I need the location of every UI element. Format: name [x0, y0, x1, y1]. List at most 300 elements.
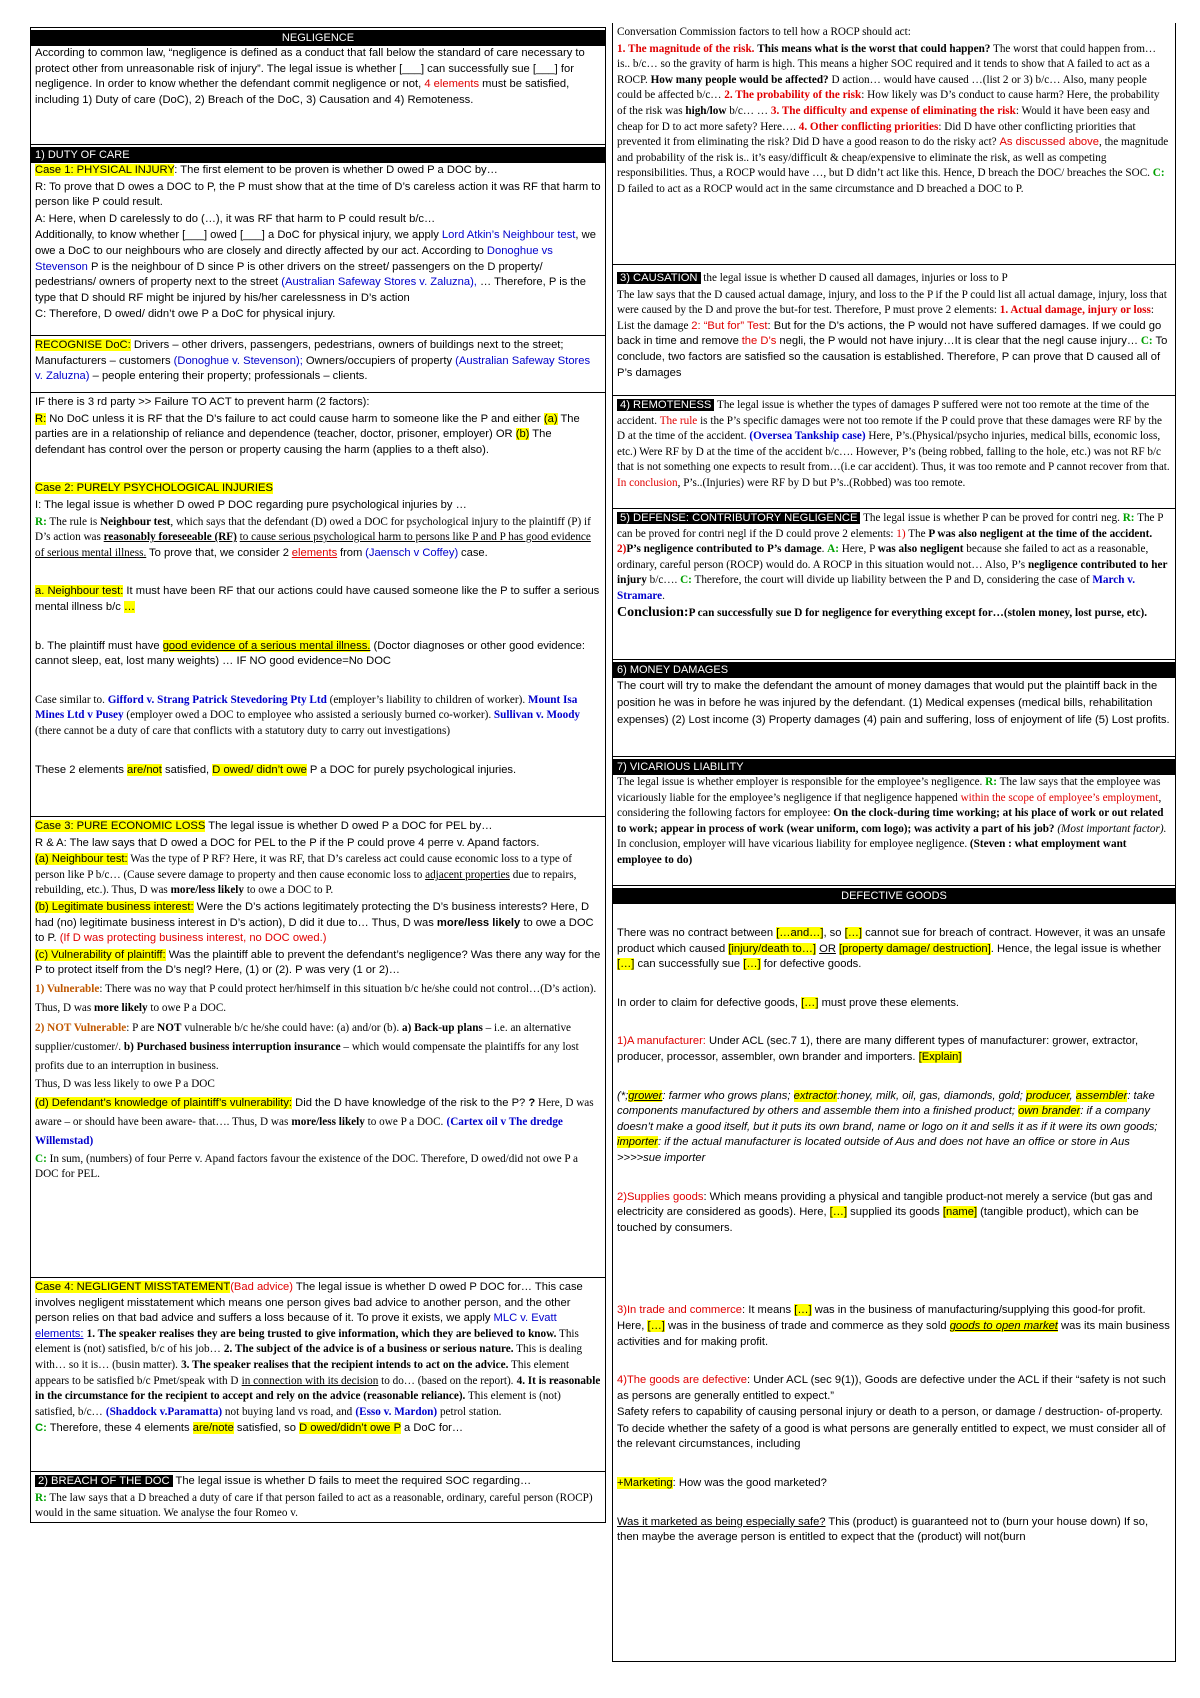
- causation-section: [612, 264, 1176, 396]
- label: (a): [543, 412, 558, 425]
- label: (b): [515, 428, 530, 441]
- text: Owners/occupiers of property: [302, 354, 453, 367]
- case-ref: Donoghue vs Stevenson: [35, 244, 553, 273]
- case-ref: Mount Isa Mines Ltd v Pusey: [35, 693, 578, 722]
- text: , the magnitude and probability of the risk is.. it’s easy/difficult & cheap/expensive to eliminate the risk, as well as competing responsibilities. Thus, a ROCP would have …, but D didn’t act like this. Hence, D breach the DOC/ breaches the SOC.: [617, 136, 1169, 180]
- case3-heading: [35, 819, 601, 835]
- case1-additional: [35, 228, 601, 306]
- dg-defective: [617, 1373, 1171, 1404]
- text: […]: [844, 927, 863, 939]
- factors-section: [612, 23, 1176, 265]
- text: Therefore, the court will divide up liability between the P and D, considering the case of: [691, 574, 1090, 587]
- text: […]: [794, 1304, 812, 1317]
- breach-heading: [35, 1474, 601, 1490]
- text: importer: [617, 1136, 659, 1149]
- text: :honey, milk, oil, gas, diamonds, gold;: [837, 1089, 1023, 1102]
- case2-rule: R: The rule is Neighbour test, which says that the defendant (D) owed a DOC for psychological injury to the plaintiff (P) if D’s action was reasonably foreseeable (RF) to cause serious psychological harm to persons like P and P has good evidence of serious mental illness. To prove that, we consider 2 elements from (Jaensch v Coffey) case.: [35, 515, 591, 559]
- case-ref: Lord Atkin’s Neighbour test: [441, 229, 576, 242]
- spacer: [35, 671, 601, 693]
- left-column: [30, 28, 606, 1523]
- text: In order to claim for defective goods,: [617, 996, 798, 1009]
- text: The: [905, 527, 926, 540]
- case3-rule: R & A: The law says that D owed a DOC for PEL to the P if the P could prove 4 perre v. Apand factors.: [35, 836, 540, 849]
- text: The legal issue is whether employer is responsible for the employee’s negligence.: [617, 776, 983, 788]
- text: good evidence of a serious mental illness.: [162, 639, 371, 652]
- case3-c: [35, 948, 601, 979]
- text: b. The plaintiff must have: [35, 639, 160, 652]
- text: The legal issue is whether the types of damages P suffered were not too remote at the time of the accident.: [617, 399, 1150, 427]
- text: The rule is: [49, 515, 98, 528]
- text: There was no contract between: [617, 927, 774, 939]
- text: This element appears to be satisfied b/c Pmet/speak with D: [35, 1358, 570, 1387]
- text: more/less likely: [291, 1115, 365, 1128]
- dg-manufacturer: [617, 1034, 1171, 1065]
- label: 1) Vulnerable: [35, 982, 100, 995]
- text: (there cannot be a duty of care that conflicts with a statutory duty to carry out investigations): [35, 724, 451, 737]
- text: (tangible product), which can be touched by consumers.: [617, 1206, 1139, 1234]
- third-party-rule: [35, 412, 601, 459]
- text: NOT: [157, 1021, 182, 1034]
- case4-label: Case 4: NEGLIGENT MISSTATEMENT: [35, 1281, 231, 1293]
- case2-heading: [35, 481, 601, 497]
- text: : if a company doesn’t make a good itself, but it puts its own brand, name or logo on it and sells it as if it were its own goods;: [617, 1105, 1158, 1133]
- case-ref: Gifford v. Strang Patrick Stevedoring Pty Ltd: [107, 693, 327, 706]
- text: to owe a DOC to P.: [35, 916, 594, 945]
- spacer: [617, 1454, 1171, 1476]
- dg-marketing: [617, 1476, 1171, 1492]
- case1-rule: R: To prove that D owes a DOC to P, the P must show that at the time of D’s careless action it was RF that harm to person like P could result.: [35, 180, 601, 209]
- label: (d) Defendant’s knowledge of plaintiff’s vulnerability:: [35, 1096, 293, 1109]
- text: This element is (not) satisfied, b/c of his job…: [35, 1327, 579, 1356]
- case3-a: [35, 852, 601, 899]
- contributory-negligence-section: [612, 508, 1176, 660]
- text: elements:: [35, 1327, 84, 1340]
- recognise-label: RECOGNISE DoC:: [35, 339, 131, 351]
- text: : P are: [126, 1021, 155, 1034]
- text: […and…]: [776, 927, 824, 939]
- text: The worst that could happen from… is.. b/c… so the gravity of harm is high. This means a higher SOC required and it tends to show that A failed to act as a ROCP.: [617, 42, 1157, 86]
- text: own brander: [1018, 1105, 1081, 1118]
- label: C:: [1152, 167, 1165, 180]
- text: […]: [829, 1206, 848, 1219]
- vicarious-liability-section: [612, 756, 1176, 886]
- text: are/not: [127, 763, 162, 776]
- case3-label: Case 3: PURE ECONOMIC LOSS: [35, 820, 206, 832]
- case3-b: [35, 900, 601, 947]
- text: The legal issue is whether D owed P DOC for… This case involves negligent misstatement which means one person gives bad advice to another person, and the other person relies on that bad advice and suffers a loss because of it. To prove it exists, we apply: [35, 1281, 583, 1325]
- intro-elements: 4 elements: [424, 78, 480, 91]
- text: case.: [461, 546, 488, 559]
- text: supplied its goods: [847, 1206, 940, 1219]
- text: P a DOC for purely psychological injuries.: [306, 763, 517, 776]
- text: This (product) is guaranteed not to (burn your house down) If so, then maybe the average person is entitled to expect that the (product) will not(burn: [617, 1515, 1149, 1544]
- remoteness-section: [612, 395, 1176, 509]
- label: C:: [1140, 335, 1153, 348]
- text: : Which means providing a physical and tangible product-not merely a service (but gas and electricity are considered as goods). Here,: [617, 1190, 1153, 1219]
- defective-goods-section: [612, 885, 1176, 1662]
- case3-conclusion: [35, 1152, 601, 1183]
- text: elements: [291, 546, 338, 559]
- right-column: [612, 24, 1176, 1662]
- case1-issue: : The first element to be proven is whether D owed P a DOC by…: [174, 164, 498, 176]
- text: (employer’s liability to children of worker).: [329, 693, 526, 706]
- text: Under ACL (sec.7 1), there are many different types of manufacturer: grower, extractor, producer, processor, assembler, own brander and importers.: [617, 1035, 1139, 1063]
- intro-text-2: must be satisfied, including 1) Duty of care (DoC), 2) Breach of the DoC, 3) Causation and 4) Remoteness.: [35, 78, 570, 106]
- text: , so: [823, 927, 842, 939]
- dg-marketing-2: [617, 1515, 1171, 1546]
- text: This is dealing with… so it is… (busin matter).: [35, 1343, 583, 1371]
- text: in connection with its decision: [241, 1374, 379, 1387]
- text: In sum, (numbers) of four Perre v. Apand factors favour the existence of the DOC. Therefore, D owed/did not owe P a DOC for PEL.: [35, 1152, 578, 1181]
- text: The law says that the D caused actual damage, injury, and loss to the P if the P could list all actual damage, injury, loss that were caused by the D and prove the but-for test. Therefore, P must prove 2 elements:: [617, 288, 1167, 317]
- label: R:: [35, 412, 47, 425]
- text: (Bad advice): [230, 1281, 294, 1293]
- text: , P’s..(Injuries) were RF by D but P’s..(Robbed) was too remote.: [677, 476, 966, 489]
- text: Drivers – other drivers, passengers, pedestrians, owners of buildings next to the street; Manufacturers – customers: [35, 339, 564, 367]
- text: [injury/death to…]: [728, 942, 817, 955]
- text: was in the business of manufacturing/supplying this good-for profit. Here,: [617, 1304, 1146, 1332]
- text: (Most important factor).: [1057, 822, 1167, 835]
- text: : Would it have been easy and cheap for D to act more safety? Here….: [617, 104, 1150, 133]
- cn-label: 5) DEFENSE: CONTRIBUTORY NEGLIGENCE: [617, 512, 860, 524]
- text: must prove these elements.: [818, 996, 960, 1009]
- text: The rule: [659, 414, 698, 427]
- case-ref: (Shaddock v.Paramatta): [105, 1405, 223, 1418]
- text: 3. The speaker realises that the recipient intends to act on the advice.: [181, 1358, 509, 1371]
- text: ,: [1069, 1089, 1073, 1102]
- case-ref: (Cartex oil v The dredge Willemstad): [35, 1115, 563, 1147]
- text: [name]: [942, 1206, 978, 1219]
- text: – which would compensate the plaintiffs for any lost profits due to an interruption in business.: [35, 1040, 579, 1072]
- breach-label: 2) BREACH OF THE DOC: [35, 1475, 173, 1487]
- text: from: [339, 546, 363, 559]
- text: D action… would have caused …(list 2 or 3) b/c… Also, many people could be affected b/c…: [617, 73, 1147, 102]
- text: OR: [819, 942, 836, 955]
- text: (If D was protecting business interest, no DOC owed.): [59, 932, 327, 945]
- text: How many people would be affected?: [650, 73, 829, 86]
- label: R:: [35, 1491, 47, 1504]
- neighbour-test: [35, 584, 601, 615]
- text: : There was no way that P could protect her/himself in this situation b/c he/she could not control…(D’s action). Thus, D was: [35, 982, 597, 1014]
- label: 1)A manufacturer:: [617, 1035, 706, 1048]
- spacer: [617, 974, 1171, 996]
- case4-conclusion: [35, 1421, 601, 1437]
- text: the D’s: [741, 335, 777, 348]
- label: a. Neighbour test:: [35, 585, 124, 598]
- text: […]: [647, 1319, 665, 1332]
- label: (b) Legitimate business interest:: [35, 900, 194, 913]
- case-ref: (Esso v. Mardon): [355, 1405, 438, 1418]
- text: 1. Actual damage, injury or loss: [999, 304, 1151, 317]
- text: a) Back-up plans: [401, 1021, 483, 1034]
- text: Additionally, to know whether [___] owed [___] a DoC for physical injury, we apply: [35, 229, 439, 242]
- conclusion-line: [617, 605, 1171, 622]
- text: To prove that, we consider 2: [149, 546, 289, 559]
- text: (employer owed a DOC to employee who assisted a seriously burned co-worker).: [126, 709, 492, 722]
- money-damages-title: 6) MONEY DAMAGES: [613, 662, 1175, 678]
- label: 2) NOT Vulnerable: [35, 1021, 127, 1034]
- text: In conclusion, employer will have vicarious liability for employee negligence.: [617, 838, 968, 851]
- spacer: [617, 1237, 1171, 1259]
- recognise-doc-section: [30, 335, 606, 393]
- causation-body: [617, 288, 1171, 382]
- text: are/note: [192, 1422, 234, 1435]
- text: The defendant has control over the person or property causing the harm (applies to a theft also).: [35, 428, 552, 456]
- breach-rule: [35, 1491, 601, 1522]
- text: The law says that the employee was vicariously liable for the employee’s negligence if that negligence happened: [617, 776, 1161, 804]
- similar-cases: [35, 693, 601, 740]
- text: [Explain]: [918, 1050, 962, 1063]
- text: On the clock-during time working; at his place of work or out related to work; appear in process of work (wear uniform, com logo); was activity a part of his job?: [617, 807, 1164, 835]
- text: In conclusion: [617, 476, 678, 489]
- dg-safety: Safety refers to capability of causing personal injury or death to a person, or damage / destruction- of-property.: [617, 1406, 1163, 1419]
- two-elements: [35, 763, 601, 779]
- text: : List the damage: [617, 304, 1154, 332]
- text: vulnerable b/c he/she could have: (a) and/or (b).: [181, 1021, 400, 1034]
- factor-2: 2. The probability of the risk: [724, 89, 862, 102]
- case3-d: [35, 1094, 601, 1151]
- text: …: [123, 600, 136, 613]
- text: was also negligent: [877, 543, 964, 556]
- text: : Did D have other conflicting priorities that prevented it from eliminating the risk? Did D have a good reason to do the risky act?: [617, 120, 1136, 149]
- text: Case similar to.: [35, 693, 105, 706]
- text: reasonably foreseeable (RF): [103, 531, 237, 544]
- spacer: [35, 741, 601, 763]
- text: Here, P: [838, 543, 875, 556]
- evidence: [35, 639, 601, 670]
- text: to cause serious psychological harm to persons like P and P has good evidence of serious mental illness.: [35, 531, 591, 559]
- text: Was it marketed as being especially safe?: [617, 1515, 826, 1528]
- spacer: [617, 904, 1171, 926]
- text: … Therefore, P is the type that D should RF might be injured by his/her carelessness in D’s action: [35, 276, 586, 304]
- text: Here, D was aware – or should have been aware- that…. Thus, D was: [35, 1096, 594, 1128]
- factors-body: [617, 42, 1171, 198]
- label: 3)In trade and commerce: [617, 1304, 742, 1317]
- conclusion-label: Conclusion:: [617, 604, 689, 620]
- label: +Marketing: [617, 1477, 673, 1490]
- text: The P can be proved for contri negl if the D could prove 2 elements:: [617, 512, 1164, 540]
- text: to owe a DOC to P.: [244, 884, 334, 897]
- text: (*;: [617, 1089, 629, 1102]
- thus-line: Thus, D was less likely to owe P a DOC: [35, 1077, 215, 1090]
- remoteness-label: 4) REMOTENESS: [617, 399, 714, 411]
- text: satisfied,: [161, 763, 210, 776]
- text: D failed to act as a ROCP would act in the same circumstance and D breached a DOC to P.: [617, 182, 1024, 195]
- case1-heading: [35, 163, 601, 179]
- factor-4: 4. Other conflicting priorities: [798, 120, 939, 133]
- label: C:: [35, 1152, 47, 1165]
- text: . Hence, the legal issue is whether: [990, 942, 1162, 955]
- text: : take components manufactured by others and assemble them into a finished product;: [617, 1089, 1155, 1118]
- case-ref: (Australian Safeway Stores v. Zaluzna),: [281, 276, 477, 289]
- text: [property damage/ destruction]: [839, 942, 991, 955]
- text: goods to open market: [949, 1319, 1058, 1332]
- text: Therefore, these 4 elements: [46, 1422, 190, 1435]
- third-party-section: [30, 392, 606, 817]
- text: Was the type of P RF? Here, it was RF, that D’s careless act could cause economic loss to a type of person like P b/c… (Cause severe damage to property and then cause economic loss to: [35, 853, 573, 881]
- text: 2): [617, 543, 627, 556]
- text: […]: [801, 996, 819, 1009]
- vicarious-title: 7) VICARIOUS LIABILITY: [613, 759, 1175, 775]
- money-damages-text: The court will try to make the defendant the amount of money damages that would put the plaintiff back in the position he was in before he was injured by the defendant. (1) Medical expenses (medical bills, rehabilitation expenses) (2) Lost income (3) Property damages (4) pain and suffering, loss of enjoyment of life (5) Lost profits.: [617, 680, 1170, 726]
- case2-label: Case 2: PURELY PSYCHOLOGICAL INJURIES: [35, 482, 273, 495]
- text: To conclude, two factors are satisfied so the causation is established. Therefore, P can prove that D caused all of P’s damages: [617, 335, 1168, 379]
- text: to owe P a DOC.: [147, 1001, 227, 1014]
- spacer: [617, 1259, 1171, 1281]
- text: due to repairs, rebuilding, etc.). Thus, D was: [35, 868, 577, 897]
- text: a DoC for…: [400, 1422, 464, 1435]
- vulnerable: [35, 980, 601, 1018]
- label: 4)The goods are defective: [617, 1374, 747, 1387]
- text: within the scope of employee’s employment: [960, 791, 1159, 804]
- label: C:: [35, 1422, 47, 1435]
- spacer: [617, 1281, 1171, 1303]
- text: the legal issue is whether D caused all damages, injuries or loss to P: [700, 272, 1008, 284]
- text: It must have been RF that our actions could have caused someone like the P to suffer a serious mental illness b/c: [35, 585, 600, 613]
- label: A:: [827, 543, 839, 556]
- text: P is the neighbour of D since P is other drivers on the street/ passengers on the D property/ pedestrians/ owners of property next to the street: [35, 260, 543, 289]
- text: – people entering their property; professionals – clients.: [89, 370, 368, 383]
- dg-supplies: [617, 1190, 1171, 1237]
- text: D owed/ didn’t owe: [212, 763, 307, 776]
- text: can successfully sue: [634, 958, 741, 971]
- text: ?: [528, 1096, 536, 1109]
- text: not buying land vs road, and: [222, 1405, 353, 1418]
- case-ref: Sullivan v. Moody: [493, 709, 581, 722]
- case1-conclusion: C: Therefore, D owed/ didn’t owe P a DoC for physical injury.: [35, 308, 336, 321]
- text: more/less likely: [436, 916, 521, 929]
- not-vulnerable: [35, 1019, 601, 1076]
- text: P was also negligent at the time of the accident.: [928, 527, 1153, 540]
- text: assembler: [1075, 1089, 1128, 1102]
- dg-trade: [617, 1303, 1171, 1350]
- factor-1: 1. The magnitude of the risk.: [617, 42, 755, 55]
- text: grower: [628, 1089, 663, 1102]
- text: Neighbour test: [100, 515, 171, 528]
- spacer: [617, 1351, 1171, 1373]
- text: negli, the P would not have injury…It is clear that the negl cause injury…: [776, 335, 1139, 348]
- spacer: [617, 1168, 1171, 1190]
- text: extractor: [793, 1089, 838, 1102]
- third-party-heading: IF there is 3 rd party >> Failure TO ACT to prevent harm (2 factors):: [35, 396, 370, 408]
- factor-3: 3. The difficulty and expense of eliminating the risk: [770, 104, 1016, 117]
- dg-intro: [617, 926, 1171, 973]
- negligence-title: NEGLIGENCE: [31, 30, 605, 46]
- text: was its main business activities and for making profit.: [617, 1319, 1170, 1348]
- text: […]: [617, 958, 635, 971]
- dg-claim: [617, 996, 1171, 1012]
- text: to do… (based on the report).: [378, 1374, 514, 1387]
- text: is the P’s specific damages were not too remote if the P could prove that these damages were RF by the D at the time of the accident.: [617, 414, 1162, 443]
- negligence-section: [30, 27, 606, 145]
- case-ref: (Donoghue v. Stevenson);: [173, 354, 303, 367]
- text: satisfied, so: [233, 1422, 296, 1435]
- text: 1. The speaker realises they are being trusted to give information, which they are believed to know.: [86, 1327, 557, 1340]
- text: (Doctor diagnoses or other good evidence: cannot sleep, eat, lost many weights) … IF NO good evidence=No DOC: [35, 639, 585, 668]
- dg-types: [617, 1089, 1171, 1167]
- case-ref: March v. Stramare: [617, 574, 1136, 602]
- doc-title: 1) DUTY OF CARE: [31, 147, 605, 163]
- text: was in the business of trade and commerce as they sold: [664, 1319, 947, 1332]
- text: The parties are in a relationship of reliance and dependence (teacher, doctor, prisoner, employer) OR: [35, 412, 580, 441]
- causation-label: 3) CAUSATION: [617, 272, 701, 284]
- duty-of-care-section: [30, 144, 606, 336]
- spacer: [617, 1493, 1171, 1515]
- text: high/low: [685, 104, 727, 117]
- text: 2: “But for” Test: [691, 319, 768, 332]
- text: .: [662, 589, 665, 602]
- text: b/c….: [646, 574, 678, 587]
- label: R:: [985, 776, 997, 788]
- text: (Steven : what employment want employee to do): [617, 838, 1127, 866]
- text: No DoC unless it is RF that the D’s failure to act could cause harm to someone like the P and either: [46, 412, 541, 425]
- text: The legal issue is whether D owed P a DOC for PEL by…: [205, 820, 493, 832]
- label: C:: [680, 574, 692, 587]
- text: negligence contributed to her injury: [617, 558, 1168, 587]
- case3-section: [30, 816, 606, 1278]
- text: petrol station.: [437, 1405, 502, 1418]
- text: This means what is the worst that could happen?: [757, 42, 991, 55]
- label: R:: [1122, 512, 1135, 524]
- case-ref: (Jaensch v Coffey): [365, 546, 459, 559]
- case-ref: MLC v. Evatt: [493, 1312, 557, 1325]
- text: producer: [1025, 1089, 1070, 1102]
- dg-decide: To decide whether the safety of a good is what persons are generally entitled to expect, we must consider all of the relevant circumstances, including: [617, 1422, 1166, 1451]
- text: As discussed above: [999, 136, 1099, 149]
- text: : if the actual manufacturer is located outside of Aus and does not have an office or store in Aus >>>>sue importer: [617, 1136, 1130, 1164]
- case2-issue: I: The legal issue is whether D owed P DOC regarding pure psychological injuries by …: [35, 498, 467, 511]
- label: 2)Supplies goods: [617, 1190, 704, 1203]
- factors-heading: Conversation Commission factors to tell how a ROCP should act:: [617, 26, 911, 38]
- text: 4. It is reasonable in the circumstance for the recipient to accept and rely on the advice (reasonable reliance).: [35, 1374, 601, 1403]
- case1-label: Case 1: PHYSICAL INJURY: [35, 164, 175, 176]
- text: because she failed to act as a reasonable, ordinary, careful person (ROCP) would do. A ROCP in this situation would not… Also, P’s: [617, 543, 1149, 571]
- text: more/less likely: [170, 884, 245, 897]
- text: , which says that the defendant (D) owed a DOC for psychological injury to the plaintiff (P) if D’s action was: [35, 515, 591, 544]
- text: […]: [743, 958, 761, 971]
- case4-heading: [35, 1280, 601, 1420]
- text: adjacent properties: [425, 868, 510, 881]
- text: : How was the good marketed?: [672, 1477, 827, 1490]
- money-damages-section: [612, 659, 1176, 757]
- causation-heading: [617, 271, 1171, 287]
- text: for defective goods.: [760, 958, 862, 971]
- intro-text: According to common law, “negligence is defined as a conduct that fall below the standard of care necessary to protect other from unreasonable risk of injury”. The legal issue is whether [___] can successfully sue [___] for negligence. In order to know whether the defendant commit negligence or not,: [35, 47, 585, 91]
- text: This element is (not) satisfied, b/c…: [35, 1390, 561, 1418]
- text: 2. The subject of the advice is of a business or serious nature.: [223, 1343, 514, 1356]
- text: b/c… …: [726, 104, 769, 117]
- case1-application: A: Here, when D carelessly to do (…), it was RF that harm to P could result b/c…: [35, 212, 436, 225]
- text: : How likely was D’s conduct to cause harm? Here, the probability of the risk was: [617, 89, 1160, 117]
- label: (c) Vulnerability of plaintiff:: [35, 948, 166, 961]
- text: .: [821, 543, 825, 556]
- spacer: [35, 617, 601, 639]
- text: The legal issue is whether D fails to meet the required SOC regarding…: [172, 1475, 532, 1487]
- text: These 2 elements: [35, 763, 124, 776]
- spacer: [617, 1067, 1171, 1089]
- text: The legal issue is whether P can be proved for contri neg.: [860, 512, 1120, 524]
- text: more likely: [94, 1001, 148, 1014]
- spacer: [35, 459, 601, 481]
- text: Was the plaintiff able to prevent the defendant’s negligence? Was there any way for the P to protect itself from the D’s negl? Here, (1) or (2). P was very (1 or 2)…: [35, 948, 601, 977]
- text: , we owe a DoC to our neighbours who are closely and directly affected by our act. According to: [35, 229, 596, 257]
- text: D owed/didn’t owe P: [299, 1422, 401, 1435]
- case4-section: [30, 1277, 606, 1472]
- text: : farmer who grows plans;: [662, 1089, 791, 1102]
- text: , considering the following factors for employee:: [617, 791, 1162, 820]
- text: Were the D’s actions legitimately protecting the D’s business interests? Here, D had (no) legitimate business interest in D’s action), D did it due to… Thus, D was: [35, 900, 590, 929]
- case-ref: (Australian Safeway Stores v. Zaluzna): [35, 354, 591, 383]
